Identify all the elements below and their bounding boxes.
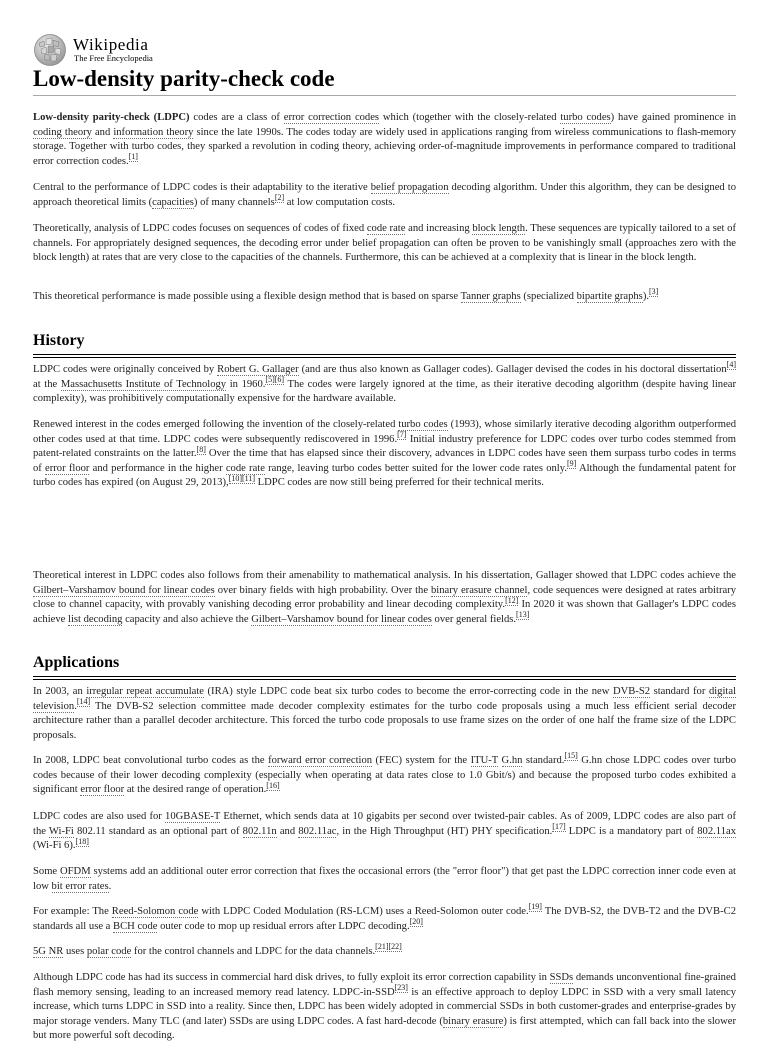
wiki-link[interactable]: Tanner graphs (460, 291, 521, 302)
citation-link[interactable]: [17] (552, 822, 566, 832)
citation-link[interactable]: [4] (726, 360, 736, 370)
wordmark: Wikipedia (73, 35, 149, 54)
wiki-link[interactable]: Gilbert–Varshamov bound for linear codes (33, 584, 215, 596)
applications-paragraph-7: Although LDPC code has had its success in commercial hard disk drives, to fully exploit its error correction capability in SSDs demands unconventional fine-grained flash memory sensing, leading to an increased memory read latency. LDPC-in-SSD[23] is an effective approach to deploy LDPC in SSD with a very small latency increase, which turns LDPC in SSD into a reality. Since then, LDPC has been widely adopted in commercial SSDs in both customer-grades and enterprise-grades by major storage venders. Many TLC (and later) SSDs are using LDPC codes. A fast hard-decode (binary erasure) is first attempted, which can fall back into the slower but more powerful soft decoding. (33, 972, 736, 1042)
page-title: Low-density parity-check code (33, 64, 736, 96)
wiki-link[interactable]: code rate (225, 462, 265, 474)
applications-paragraph-5: For example: The Reed-Solomon code with LDPC Coded Modulation (RS-LCM) uses a Reed-Solomon outer code.[19] The DVB-S2, the DVB-T2 and the DVB-C2 standards all use a BCH code outer code to mop up residual errors after LDPC decoding.[20] (33, 902, 736, 932)
citation-link[interactable]: [21][22] (375, 942, 402, 952)
wiki-link[interactable]: SSDs (549, 972, 574, 983)
wiki-link[interactable]: error correction codes (283, 112, 380, 123)
wiki-link[interactable]: polar code (86, 946, 132, 957)
wiki-link[interactable]: belief propagation (370, 182, 449, 193)
wiki-link[interactable]: 802.11ac (298, 825, 337, 837)
applications-paragraph-3: LDPC codes are also used for 10GBASE-T Ethernet, which sends data at 10 gigabits per second over twisted-pair cables. As of 2009, LDPC codes are also part of the Wi-Fi 802.11 standard as an optional part of 802.11n and 802.11ac, in the High Throughput (HT) PHY specification.[17] LDPC is a mandatory part of 802.11ax (Wi-Fi 6).[18] (33, 811, 736, 852)
citation-link[interactable]: [5][6] (265, 375, 285, 385)
bold-term: Low-density parity-check (LDPC) (33, 112, 190, 123)
wiki-link[interactable]: G.hn (501, 755, 523, 766)
wiki-link[interactable]: Massachusetts Institute of Technology (60, 378, 227, 390)
citation-link[interactable]: [23] (394, 983, 408, 993)
wiki-link[interactable]: Wi-Fi (48, 825, 74, 837)
wiki-link[interactable]: DVB-S2 (612, 686, 651, 697)
wiki-link[interactable]: OFDM (60, 866, 91, 877)
wiki-link[interactable]: coding theory (33, 126, 92, 138)
wiki-link[interactable]: Reed-Solomon code (111, 906, 199, 917)
intro-paragraph-2: Central to the performance of LDPC codes is their adaptability to the iterative belief propagation decoding algorithm. Under this algorithm, they can be designed to approach theoretical limits (capacities) of many channels[2] at low computation costs. (33, 182, 736, 208)
wiki-link[interactable]: binary erasure (442, 1015, 504, 1027)
citation-link[interactable]: [12] (505, 595, 519, 605)
wiki-link[interactable]: error floor (45, 462, 90, 474)
intro-paragraph-1: Low-density parity-check (LDPC) codes are a class of error correction codes which (together with the closely-related turbo codes) have gained prominence in coding theory and information theory since the late 1990s. The codes today are widely used in applications ranging from wireless communications to flash-memory storage. Together with turbo codes, they sparked a revolution in coding theory, achieving order-of-magnitude improvements in performance compared to traditional error correction codes.[1] (33, 112, 736, 167)
wiki-link[interactable]: capacities (152, 196, 194, 208)
wiki-link[interactable]: BCH code (113, 920, 158, 932)
citation-link[interactable]: [2] (274, 193, 285, 203)
citation-link[interactable]: [9] (567, 459, 577, 469)
citation-link[interactable]: [16] (266, 780, 280, 790)
wiki-link[interactable]: Robert G. Gallager (217, 364, 299, 375)
history-paragraph-3: Theoretical interest in LDPC codes also follows from their amenability to mathematical analysis. In his dissertation, Gallager showed that LDPC codes achieve the Gilbert–Varshamov bound for linear codes over binary fields with high probability. Over the binary erasure channel, code sequences were designed at rates arbitrary close to channel capacity, with provably vanishing decoding error probability and linear decoding complexity.[12] In 2020 it was shown that Gallager's LDPC codes achieve list decoding capacity and also achieve the Gilbert–Varshamov bound for linear codes over general fields.[13] (33, 570, 736, 625)
wiki-link[interactable]: error floor (80, 784, 125, 796)
citation-link[interactable]: [14] (76, 697, 91, 707)
applications-paragraph-4: Some OFDM systems add an additional outer error correction that fixes the occasional errors (the "error floor") that get past the LDPC correction inner code even at low bit error rates. (33, 866, 737, 892)
wiki-link[interactable]: ITU-T (470, 755, 499, 766)
wiki-link[interactable]: digital television (33, 686, 737, 712)
applications-paragraph-6: 5G NR uses polar code for the control channels and LDPC for the data channels.[21][22] (33, 942, 402, 957)
wiki-link[interactable]: turbo codes (560, 112, 611, 123)
intro-paragraph-3: Theoretically, analysis of LDPC codes focuses on sequences of codes of fixed code rate and increasing block length. These sequences are typically tailored to a set of channels. For appropriately designed sequences, the decoding error under belief propagation can often be proven to be vanishingly small (approaches zero with the block length) at rates that are very close to the capacities of the channels. Furthermore, this can be achieved at a complexity that is linear in the block length. (33, 223, 736, 264)
applications-paragraph-2: In 2008, LDPC beat convolutional turbo codes as the forward error correction (FEC) system for the ITU-T G.hn standard.[15] G.hn chose LDPC codes over turbo codes because of their lower decoding complexity (especially when operating at data rates close to 1.0 Gbit/s) and because the proposed turbo codes exhibited a significant error floor at the desired range of operation.[16] (33, 751, 736, 796)
wiki-link[interactable]: bit error rates (51, 880, 109, 892)
history-paragraph-2: Renewed interest in the codes emerged following the invention of the closely-related turbo codes (1993), whose similarly iterative decoding algorithm outperformed other codes used at that time. LDPC codes were subsequently rediscovered in 1996.[7] Initial industry preference for LDPC codes over turbo codes stemmed from patent-related constraints on the latter.[8] Over the time that has elapsed since their discovery, advances in LDPC codes have seen them surpass turbo codes in terms of error floor and performance in the higher code rate range, leaving turbo codes better suited for the lower code rates only.[9] Although the fundamental patent for turbo codes has expired (on August 29, 2013),[10][11] LDPC codes are now still being preferred for their technical merits. (33, 419, 736, 489)
wiki-link[interactable]: information theory (113, 126, 194, 138)
wiki-link[interactable]: irregular repeat accumulate (86, 686, 204, 697)
wiki-link[interactable]: 5G NR (33, 946, 64, 957)
citation-link[interactable]: [20] (409, 917, 423, 927)
wiki-link[interactable]: list decoding (68, 613, 123, 625)
citation-link[interactable]: [18] (75, 836, 89, 846)
wiki-link[interactable]: 10GBASE-T (165, 811, 221, 822)
wiki-link[interactable]: code rate (366, 223, 406, 234)
wiki-link[interactable]: block length (472, 223, 526, 234)
wiki-link[interactable]: bipartite graphs (576, 291, 643, 302)
intro-paragraph-4: This theoretical performance is made possible using a flexible design method that is based on sparse Tanner graphs (specialized bipartite graphs).[3] (33, 287, 659, 302)
citation-link[interactable]: [1] (128, 152, 138, 162)
citation-link[interactable]: [7] (397, 430, 407, 440)
history-paragraph-1: LDPC codes were originally conceived by Robert G. Gallager (and are thus also known as Gallager codes). Gallager devised the codes in his doctoral dissertation[4] at the Massachusetts Institute of Technology in 1960.[5][6] The codes were largely ignored at the time, as their iterative decoding algorithm (despite having linear complexity), was prohibitively computationally expensive for the hardware available. (33, 360, 737, 405)
applications-paragraph-1: In 2003, an irregular repeat accumulate (IRA) style LDPC code beat six turbo codes to become the error-correcting code in the new DVB-S2 standard for digital television.[14] The DVB-S2 selection committee made decoder complexity estimates for the turbo code proposals using a much less efficient serial decoder architecture rather than a parallel decoder architecture. This forced the turbo code proposals to use frame sizes on the order of one half the frame size of the LDPC proposals. (33, 686, 737, 741)
citation-link[interactable]: [15] (564, 751, 578, 761)
wikipedia-globe-icon (33, 33, 67, 67)
wiki-link[interactable]: binary erasure channel (430, 584, 528, 596)
citation-link[interactable]: [10][11] (228, 473, 256, 483)
wiki-link[interactable]: 802.11ax (697, 825, 736, 837)
tagline: The Free Encyclopedia (74, 53, 153, 63)
wiki-link[interactable]: forward error correction (268, 755, 373, 766)
wiki-link[interactable]: Gilbert–Varshamov bound for linear codes (251, 613, 432, 625)
citation-link[interactable]: [13] (516, 610, 530, 620)
wiki-link[interactable]: 802.11n (242, 825, 277, 837)
wiki-link[interactable]: turbo codes (398, 419, 448, 430)
citation-link[interactable]: [8] (196, 444, 206, 454)
citation-link[interactable]: [3] (649, 287, 659, 297)
section-heading-applications: Applications (33, 652, 736, 677)
citation-link[interactable]: [19] (528, 902, 542, 912)
section-heading-history: History (33, 330, 736, 355)
